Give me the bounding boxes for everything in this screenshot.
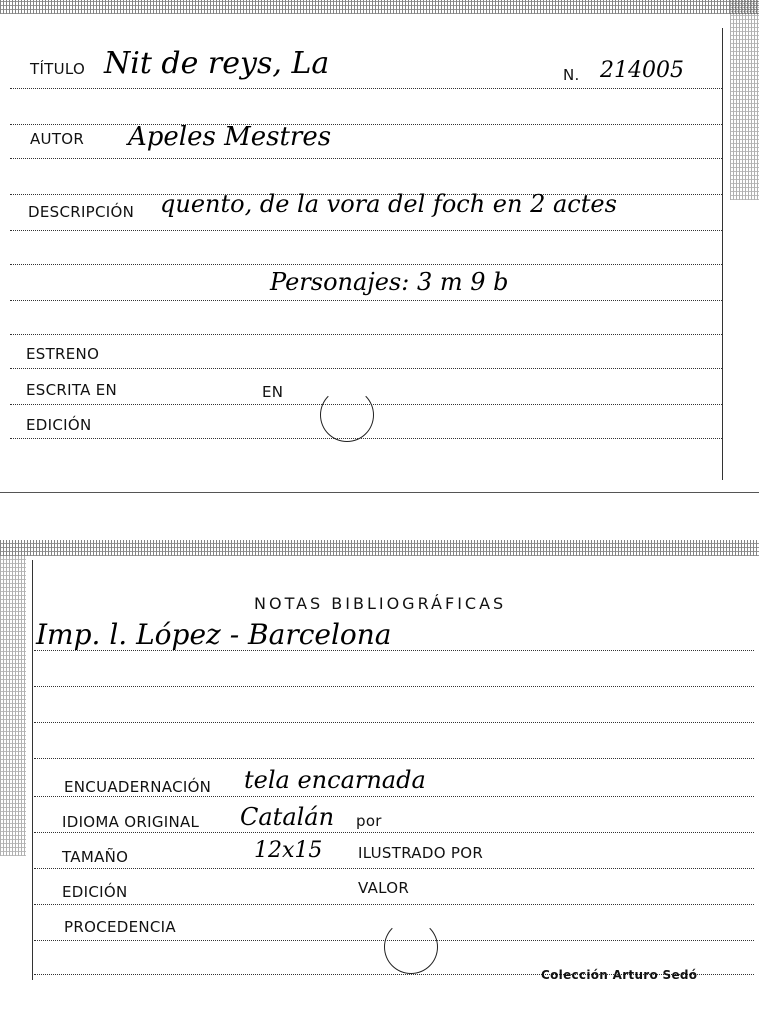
autor-label: AUTOR bbox=[30, 130, 85, 148]
rule-line bbox=[34, 832, 754, 833]
escrita-en-label: ESCRITA EN bbox=[26, 381, 118, 399]
tamano-label: TAMAÑO bbox=[62, 848, 129, 866]
titulo-value: Nit de reys, La bbox=[104, 46, 330, 81]
encuadernacion-value: tela encarnada bbox=[244, 766, 426, 794]
por-label: por bbox=[356, 812, 382, 830]
numero-label: N. bbox=[563, 66, 580, 84]
notas-heading: NOTAS BIBLIOGRÁFICAS bbox=[254, 594, 507, 613]
punch-hole bbox=[320, 388, 374, 442]
idioma-value: Catalán bbox=[240, 803, 335, 831]
edicion-label: EDICIÓN bbox=[26, 416, 92, 434]
numero-value: 214005 bbox=[600, 58, 684, 83]
ilustrado-label: ILUSTRADO POR bbox=[358, 844, 484, 862]
punch-hole bbox=[384, 920, 438, 974]
autor-value: Apeles Mestres bbox=[128, 122, 332, 152]
rule-line bbox=[10, 334, 722, 335]
coleccion-footer: Colección Arturo Sedó bbox=[541, 968, 698, 982]
estreno-label: ESTRENO bbox=[26, 345, 100, 363]
scan-noise-left bbox=[0, 556, 26, 856]
descripcion-value: quento, de la vora del foch en 2 actes bbox=[160, 190, 617, 218]
card-back-left-edge bbox=[32, 560, 33, 980]
card-front-right-edge bbox=[722, 28, 723, 480]
rule-line bbox=[10, 88, 722, 89]
valor-label: VALOR bbox=[358, 879, 410, 897]
rule-line bbox=[10, 264, 722, 265]
titulo-label: TÍTULO bbox=[30, 60, 86, 78]
rule-line bbox=[34, 796, 754, 797]
en-label: EN bbox=[262, 383, 284, 401]
rule-line bbox=[10, 300, 722, 301]
rule-line bbox=[10, 230, 722, 231]
rule-line bbox=[34, 686, 754, 687]
rule-line bbox=[34, 758, 754, 759]
procedencia-label: PROCEDENCIA bbox=[64, 918, 176, 936]
rule-line bbox=[10, 158, 722, 159]
rule-line bbox=[10, 368, 722, 369]
rule-line bbox=[10, 438, 722, 439]
scan-noise-right bbox=[730, 0, 759, 200]
edicion-back-label: EDICIÓN bbox=[62, 883, 128, 901]
rule-line bbox=[34, 904, 754, 905]
rule-line bbox=[34, 868, 754, 869]
descripcion-label: DESCRIPCIÓN bbox=[28, 203, 135, 221]
idioma-label: IDIOMA ORIGINAL bbox=[62, 813, 200, 831]
rule-line bbox=[10, 124, 722, 125]
scan-noise-middle bbox=[0, 540, 759, 556]
card-front-bottom-edge bbox=[0, 492, 759, 493]
notas-value: Imp. l. López - Barcelona bbox=[36, 618, 392, 651]
tamano-value: 12x15 bbox=[254, 838, 323, 863]
scan-noise-top bbox=[0, 0, 759, 14]
encuadernacion-label: ENCUADERNACIÓN bbox=[64, 778, 212, 796]
rule-line bbox=[34, 722, 754, 723]
personajes-value: Personajes: 3 m 9 b bbox=[270, 268, 509, 296]
